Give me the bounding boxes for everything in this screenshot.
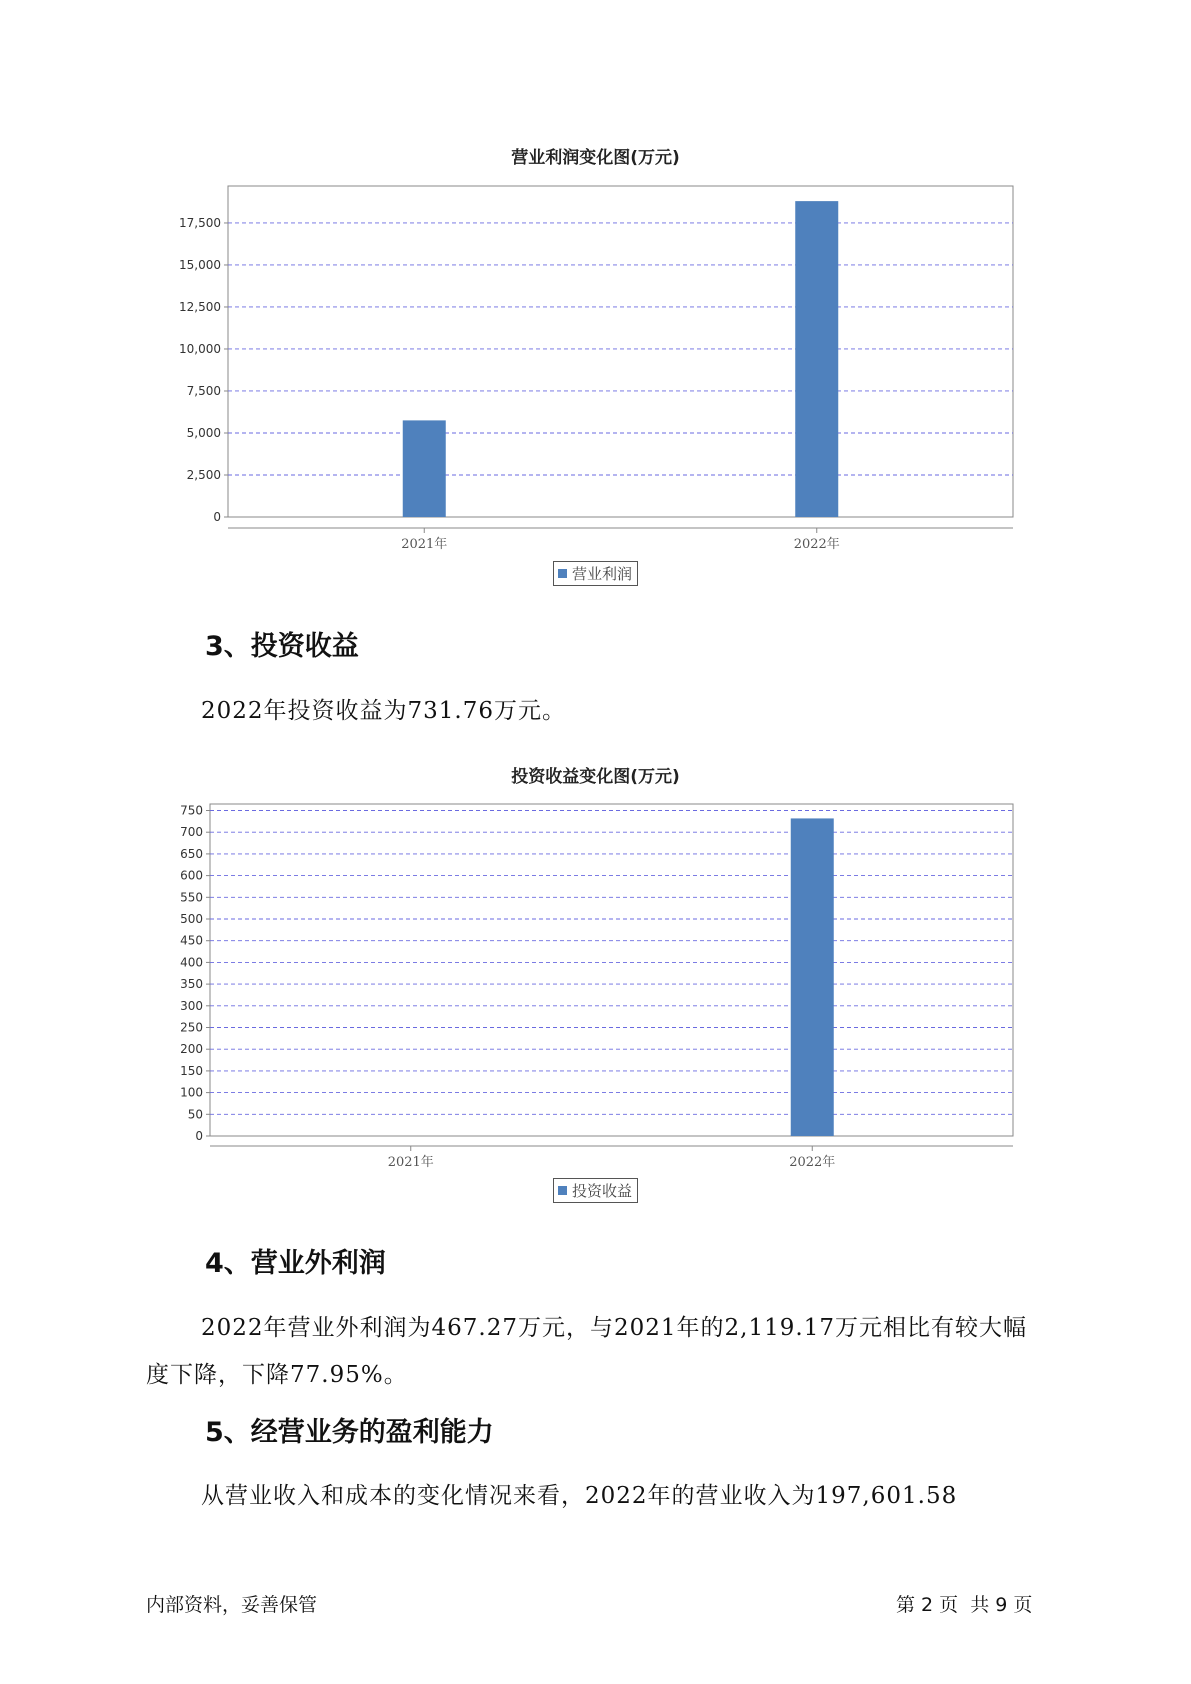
chart2-ytick-label: 200 [180, 1042, 203, 1057]
section-4-heading: 4、营业外利润 [205, 1248, 386, 1279]
chart1-title: 营业利润变化图(万元) [511, 148, 680, 168]
chart1-ytick-label: 12,500 [179, 299, 221, 314]
chart2-ytick-label: 700 [180, 825, 203, 840]
chart2-ytick-label: 250 [180, 1020, 203, 1035]
chart2-ytick-label: 400 [180, 955, 203, 970]
section-5-heading: 5、经营业务的盈利能力 [205, 1417, 494, 1448]
chart2-legend-label: 投资收益 [572, 1182, 633, 1200]
chart2-ytick-label: 50 [187, 1107, 203, 1122]
chart1-ytick-label: 2,500 [186, 467, 221, 482]
chart2-ytick-label: 450 [180, 933, 203, 948]
chart1-xtick-label: 2021年 [401, 537, 448, 552]
chart1-ytick-label: 15,000 [179, 257, 221, 272]
chart2-ytick-label: 150 [180, 1063, 203, 1078]
chart2-bar-2 [791, 818, 834, 1136]
chart2-ytick-label: 600 [180, 868, 203, 883]
chart2-legend [553, 1178, 638, 1203]
footer-page-number: 第 2 页 共 9 页 [896, 1594, 1033, 1616]
chart1-ytick-label: 10,000 [179, 341, 221, 356]
chart1-xtick-label: 2022年 [793, 537, 840, 552]
section-5-text: 从营业收入和成本的变化情况来看，2022年的营业收入为197,601.58 [201, 1483, 958, 1509]
chart2-xtick-label: 2021年 [387, 1155, 434, 1170]
chart2-ytick-label: 300 [180, 998, 203, 1013]
chart2-title: 投资收益变化图(万元) [511, 767, 680, 787]
chart2-ytick-label: 100 [180, 1085, 203, 1100]
chart1-ytick-label: 17,500 [179, 215, 221, 230]
chart2-ytick-label: 650 [180, 846, 203, 861]
section-3-heading: 3、投资收益 [205, 631, 359, 662]
chart2-ytick-label: 500 [180, 912, 203, 927]
chart2-ytick-label: 0 [195, 1129, 203, 1143]
chart1-ytick-label: 7,500 [186, 383, 221, 398]
chart1-ytick-label: 0 [213, 510, 221, 524]
chart2-ytick-label: 750 [180, 803, 203, 818]
chart2-ytick-label: 550 [180, 890, 203, 905]
chart1-legend-label: 营业利润 [572, 565, 633, 583]
chart1-ytick-label: 5,000 [186, 425, 221, 440]
chart2-xtick-label: 2022年 [789, 1155, 836, 1170]
section-3-text: 2022年投资收益为731.76万元。 [201, 698, 567, 724]
chart2-ytick-label: 350 [180, 977, 203, 992]
footer-left: 内部资料，妥善保管 [146, 1594, 318, 1616]
legend-swatch-icon [558, 1186, 567, 1195]
section-4-text: 2022年营业外利润为467.27万元，与2021年的2,119.17万元相比有较大幅度下降，下降77.95%。 [146, 1315, 1027, 1388]
